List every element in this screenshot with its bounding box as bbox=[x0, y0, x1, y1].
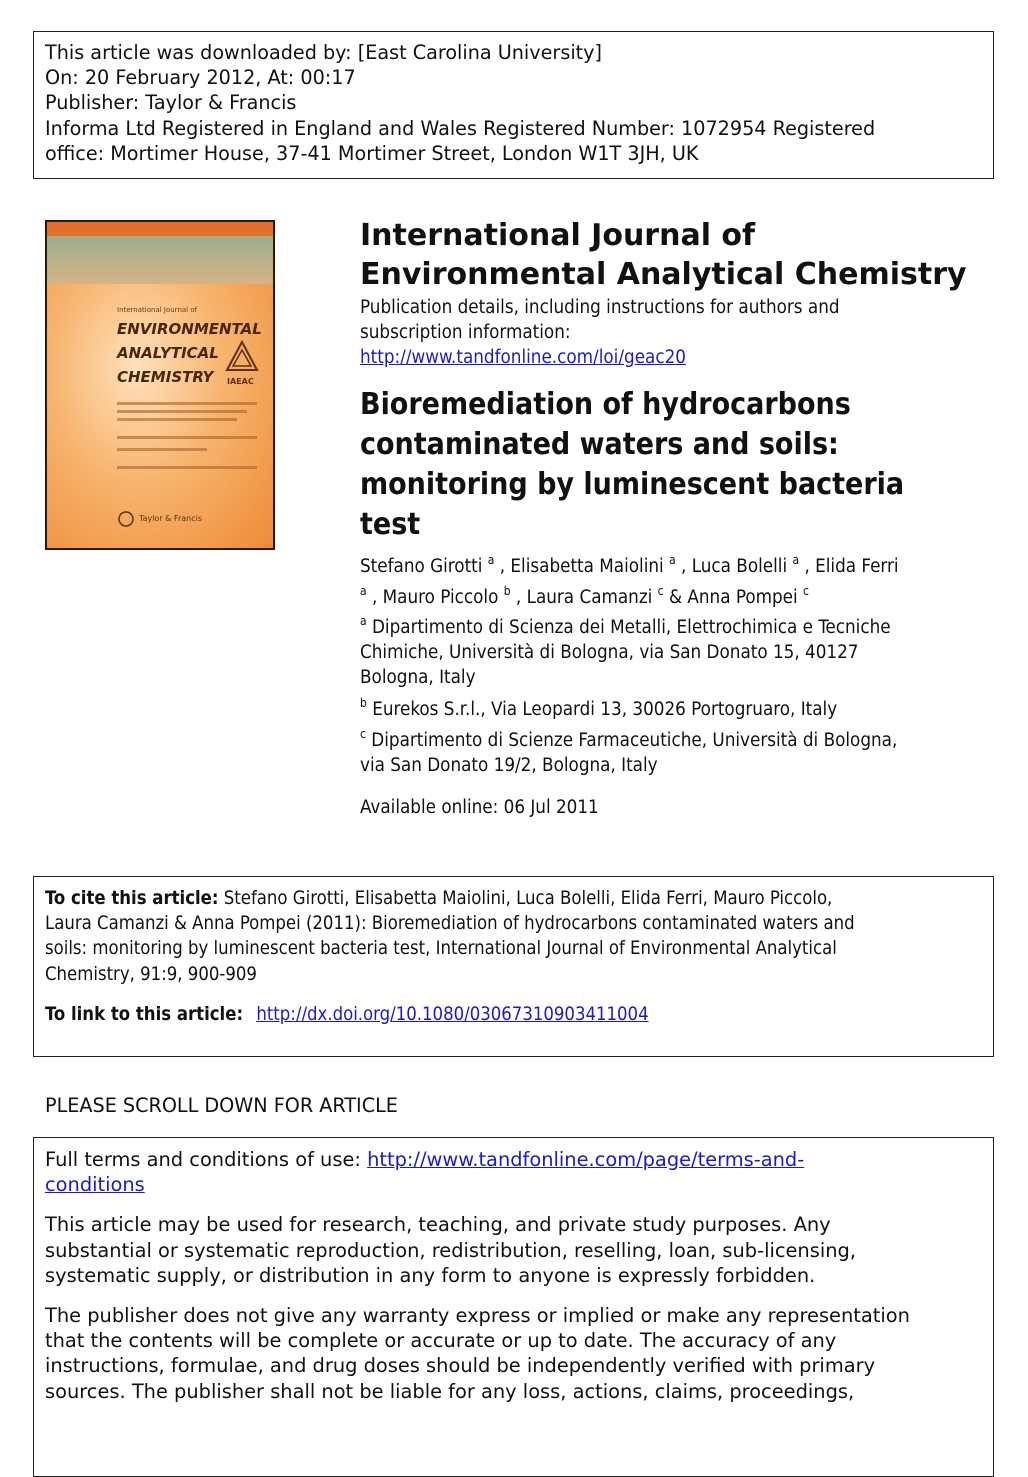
terms-paragraph-1 bbox=[45, 1212, 982, 1288]
cover-logo-triangle-icon bbox=[225, 340, 259, 374]
terms-url-link-cont[interactable]: conditions bbox=[45, 1173, 145, 1197]
article-title-line: monitoring by luminescent bacteria bbox=[360, 467, 905, 502]
publisher-logo-icon bbox=[117, 510, 135, 528]
author-list: Stefano Girotti $^a$ , Elisabetta Maiolini $^a$ , Luca Bolelli $^a$ , Elida Ferri $^a$ , Mauro Piccolo $^b$ , Laura Camanzi $^c$ & Anna Pompei $^c$ bbox=[360, 553, 899, 608]
journal-title: International Journal of Environmental Analytical Chemistry bbox=[360, 218, 967, 292]
available-online: Available online: 06 Jul 2011 bbox=[360, 797, 599, 818]
author-name: Anna Pompei bbox=[687, 587, 798, 608]
author-affiliation-mark: a bbox=[669, 553, 676, 567]
publication-details bbox=[360, 295, 985, 370]
author-affiliation-mark: a bbox=[792, 553, 800, 567]
pub-details-line: Publication details, including instructions for authors and bbox=[360, 297, 840, 318]
affiliation-c bbox=[360, 728, 985, 778]
cover-publisher: Taylor & Francis bbox=[139, 514, 202, 523]
author-name: Elisabetta Maiolini bbox=[510, 556, 664, 577]
citation-box bbox=[33, 876, 994, 1057]
citation-text: soils: monitoring by luminescent bacteria test, International Journal of Environmental Analytical bbox=[45, 938, 837, 960]
download-line: office: Mortimer House, 37-41 Mortimer Street, London W1T 3JH, UK bbox=[45, 141, 699, 165]
download-line: On: 20 February 2012, At: 00:17 bbox=[45, 66, 356, 90]
cover-title-line2: ANALYTICAL bbox=[117, 344, 219, 362]
author-name: Mauro Piccolo bbox=[382, 587, 499, 608]
affiliation-text: Bologna, Italy bbox=[360, 667, 476, 688]
affiliation-b bbox=[360, 697, 985, 722]
terms-line: instructions, formulae, and drug doses should be independently verified with primary bbox=[45, 1354, 876, 1378]
terms-line: sources. The publisher shall not be liable for any loss, actions, claims, proceedings, bbox=[45, 1379, 855, 1403]
author-affiliation-mark: c bbox=[657, 584, 664, 598]
link-label: To link to this article: bbox=[45, 1003, 244, 1025]
affiliation-mark: c bbox=[360, 727, 366, 741]
affiliation-mark: b bbox=[360, 696, 367, 710]
journal-cover-image bbox=[45, 220, 275, 550]
citation-text: Stefano Girotti, Elisabetta Maiolini, Luca Bolelli, Elida Ferri, Mauro Piccolo, bbox=[223, 888, 833, 909]
download-info-box bbox=[33, 31, 994, 179]
affiliation-text: via San Donato 19/2, Bologna, Italy bbox=[360, 755, 658, 776]
author-name: Elida Ferri bbox=[815, 556, 899, 577]
cite-label: To cite this article: bbox=[45, 888, 219, 909]
affiliation-text: Dipartimento di Scienze Farmaceutiche, Università di Bologna, bbox=[371, 730, 898, 751]
author-affiliation-mark: b bbox=[503, 584, 511, 598]
cover-journal-small: International Journal of bbox=[117, 306, 198, 314]
article-title-line: test bbox=[360, 507, 421, 542]
affiliation-a bbox=[360, 615, 985, 690]
author-name: Stefano Girotti bbox=[360, 556, 483, 577]
terms-line: systematic supply, or distribution in any form to anyone is expressly forbidden. bbox=[45, 1263, 816, 1287]
author-affiliation-mark: a bbox=[360, 584, 367, 598]
cover-title-line3: CHEMISTRY bbox=[117, 368, 214, 386]
terms-line: The publisher does not give any warranty express or implied or make any representation bbox=[45, 1304, 910, 1328]
affiliation-text: Dipartimento di Scienza dei Metalli, Elettrochimica e Tecniche bbox=[371, 617, 891, 638]
terms-line: This article may be used for research, teaching, and private study purposes. Any bbox=[45, 1213, 831, 1237]
author-name: Luca Bolelli bbox=[691, 556, 788, 577]
download-line: Informa Ltd Registered in England and Wales Registered Number: 1072954 Registered bbox=[45, 116, 876, 140]
download-line: This article was downloaded by: [East Carolina University] bbox=[45, 41, 603, 64]
citation-text: Laura Camanzi & Anna Pompei (2011): Bioremediation of hydrocarbons contaminated waters and bbox=[45, 913, 855, 935]
scroll-notice: PLEASE SCROLL DOWN FOR ARTICLE bbox=[45, 1094, 398, 1117]
terms-box bbox=[33, 1137, 994, 1477]
affiliation-text: Eurekos S.r.l., Via Leopardi 13, 30026 Portogruaro, Italy bbox=[372, 699, 838, 720]
pub-details-line: subscription information: bbox=[360, 322, 571, 343]
affiliation-text: Chimiche, Università di Bologna, via San Donato 15, 40127 bbox=[360, 642, 859, 663]
article-title bbox=[360, 385, 985, 545]
terms-url-link[interactable]: http://www.tandfonline.com/page/terms-and- bbox=[367, 1148, 805, 1171]
journal-url-link[interactable]: http://www.tandfonline.com/loi/geac20 bbox=[360, 347, 686, 368]
citation-text: Chemistry, 91:9, 900-909 bbox=[45, 963, 257, 985]
author-affiliation-mark: a bbox=[487, 553, 495, 567]
affiliation-mark: a bbox=[360, 614, 367, 628]
terms-paragraph-2 bbox=[45, 1303, 982, 1404]
cover-title-line1: ENVIRONMENTAL bbox=[117, 320, 262, 338]
author-affiliation-mark: c bbox=[803, 584, 809, 598]
cover-logo-text: IAEAC bbox=[227, 377, 254, 386]
terms-line: substantial or systematic reproduction, redistribution, reselling, loan, sub-licensing, bbox=[45, 1238, 856, 1262]
download-line: Publisher: Taylor & Francis bbox=[45, 91, 297, 115]
author-name: Laura Camanzi bbox=[526, 587, 653, 608]
terms-prefix: Full terms and conditions of use: bbox=[45, 1148, 361, 1171]
article-title-line: Bioremediation of hydrocarbons bbox=[360, 387, 851, 422]
article-title-line: contaminated waters and soils: bbox=[360, 427, 839, 462]
terms-line: that the contents will be complete or accurate or up to date. The accuracy of any bbox=[45, 1329, 837, 1353]
doi-link[interactable]: http://dx.doi.org/10.1080/03067310903411004 bbox=[256, 1003, 649, 1025]
